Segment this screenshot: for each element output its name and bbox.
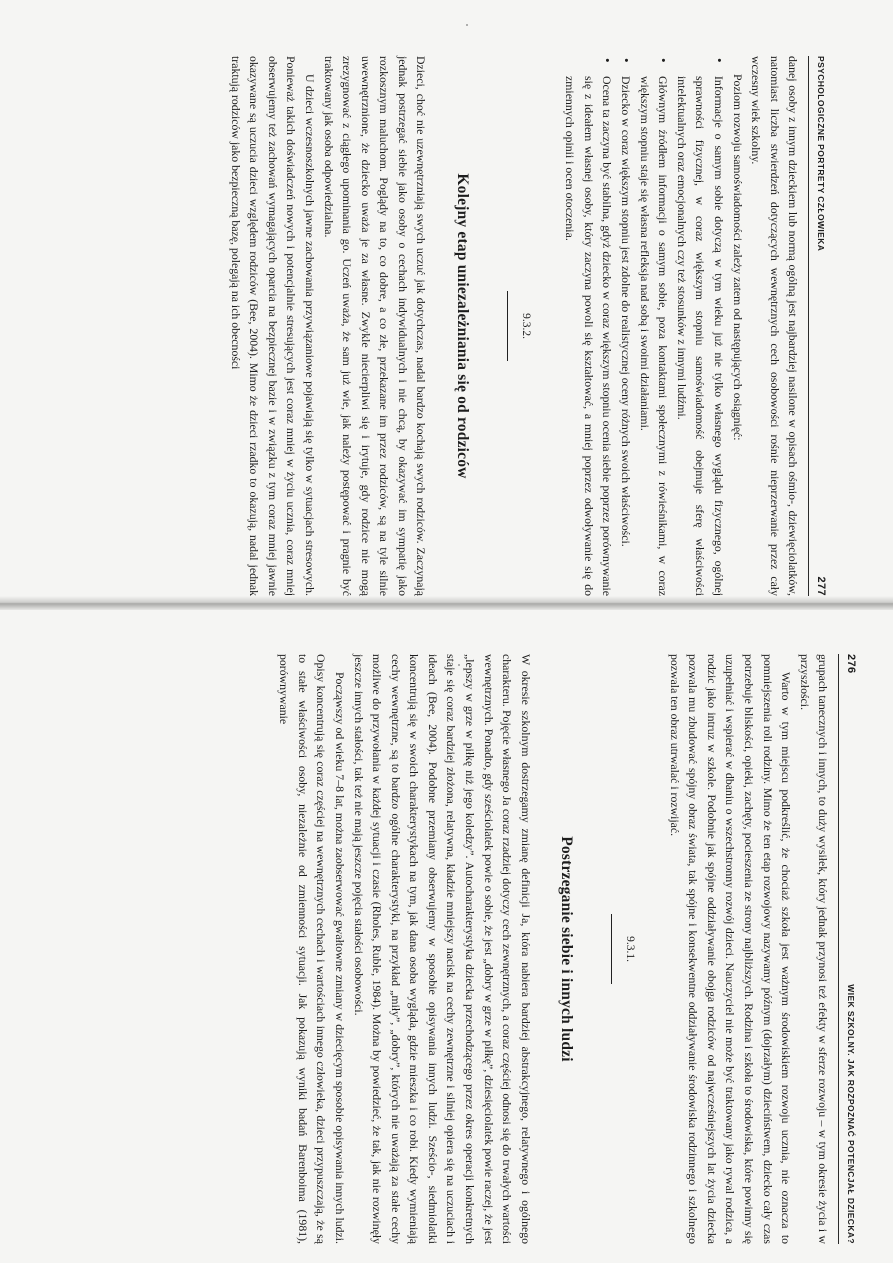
paragraph: danej osoby z innym dzieckiem lub normą ogólną jest najbardziej nasilone w opisach ośmio-, dziewięciolatków, natomiast liczba stwierdzeń dotyczących wewnętrznych cech osobowości rośnie nieprzerwanie przez cały wczesny wiek szkolny. [749,56,801,596]
page-277 [95,56,830,596]
paragraph: U dzieci wczesnoszkolnych jawne zachowania przywiązaniowe pojawiają się tylko w sytuacjach stresowych. Ponieważ takich doświadczeń nowych i potencjalnie stresujących jest coraz mniej w życiu ucznia, coraz mniej obserwujemy też zachowań wymagających oparcia na bezpiecznej bazie i w związku z tym coraz mniej jawnie okazywane są uczucia dzieci względem rodziców (Bee, 2004). Mimo że dzieci rzadko to okazują, nadal jednak traktują rodziców jako bezpieczną bazę, polegają na ich obecności [228,56,317,596]
running-head [808,56,830,596]
paragraph: grupach tanecznych i innych, to duży wysiłek, który jednak przynosi też efekty w sferze rozwoju – w tym okresie życia i w przyszłości. [797,654,831,1244]
running-head [838,654,860,1244]
list-item: • Dziecko w coraz większym stopniu jest zdolne do realistycznej oceny różnych swoich właściwości. [616,76,635,596]
section-number: 9.3.1. [624,936,637,962]
bullet-list [561,56,728,596]
paragraph: W okresie szkolnym dostrzegamy zmianę definicji Ja, która nabiera bardziej abstrakcyjnego, relatywnego i ogólnego charakteru. Pojęcie własnego Ja coraz rzadziej dotyczy cech zewnętrznych, a coraz częściej odnosi się do trwałych wartości wewnętrznych. Ponadto, gdy sześciolatek powie o sobie, że jest „dobry w grze w piłkę”, dziesięciolatek powie raczej, że jest „lepszy w grze w piłkę niż jego koledzy”. Autocharakterystyka dziecka przechodzącego przez okres operacji konkretnych staje się coraz bardziej złożona, relatywna, kładzie mniejszy nacisk na cechy zewnętrzne i silniej opiera się na uczuciach i ideach (Bee, 2004). Podobne przemiany obserwujemy w sposobie opisywania innych ludzi. Sześcio-, siedmiolatki koncentrują się w swoich charakterystykach na tym, jak dana osoba wygląda, gdzie mieszka i co robi. Kiedy wymieniają cechy wewnętrzne, są to bardzo ogólne charakterystyki, na przykład „miły”, „dobry”, których nie uważają za stałe cechy możliwe do przywołania w każdej sytuacji i czasie (Rholes, Ruble, 1984). Można by powiedzieć, że tak, jak nie rozwinęły jeszcze innych stałości, tak też nie mają jeszcze pojęcia stałości osobowości. [351,654,533,1244]
running-head-title: PSYCHOLOGICZNE PORTRETY CZŁOWIEKA [816,56,826,252]
paragraph: Warto w tym miejscu podkreślić, że chociaż szkoła jest ważnym środowiskiem rozwoju ucznia, nie oznacza to pomniejszenia roli rodziny. Mimo że ten etap rozwojowy nazywamy późnym (dojrzałym) dzieciństwem, dziecko cały czas potrzebuje bliskości, opieki, zachęty, pocieszenia ze strony najbliższych. Rodzina i szkoła to środowiska, które powinny się uzupełniać i wspierać w dbaniu o wszechstronny rozwój dzieci. Nauczyciel nie może być traktowany jako rywal rodzica, a rodzic jako intruz w szkole. Podobnie jak spójne oddziaływanie obojga rodziców od najwcześniejszych lat życia dziecka pozwala mu zbudować spójny obraz świata, tak spójne i konsekwentne oddziaływanie środowiska rodzinnego i szkolnego pozwala ten obraz utrwalać i rozwijać. [667,654,794,1244]
list-item: • Głównym źródłem informacji o samym sobie, poza kontaktami społecznymi z rówieśnikami, w coraz większym stopniu staje się własna refleksja nad sobą i swoimi działaniami. [635,76,672,596]
section-rule [611,914,612,984]
section-rule [507,291,508,361]
paragraph: Poziom rozwoju samoświadomości zależy zatem od następujących osiągnięć: [730,74,745,441]
page-number: 277 [815,576,827,596]
section-title: Kolejny etap uniezależniania się od rodziców [454,173,472,479]
paragraph: Dzieci, choć nie uzewnętrzniają swych uczuć jak dotychczas, nadal bardzo kochają swych rodziców. Zaczynają jednak postrzegać siebie jako osoby o cechach indywidualnych i nie chcą, by okazywać im sympatię jako rozkosznym maluchom. Poglądy na to, co dobre, a co złe, przekazane im przez rodziców, są na tyle silnie uwewnętrznione, że dziecko uważa je za własne. Zwykle niecierpliwi się i irytuje, gdy rodzice nie mogą zrezygnować z ciągłego upominania go. Uczeń uważa, że sam już wie, jak należy postępować i pragnie być traktowany jak osoba odpowiedzialna. [321,56,429,596]
list-item: • Informacje o samym sobie dotyczą w tym wieku już nie tylko własnego wyglądu fizycznego, ogólnej sprawności fizycznej, w coraz większym stopniu samoświadomość obejmuje sferę właściwości intelektualnych oraz emocjonalnych czy też stosunków z innymi ludźmi. [672,76,728,596]
section-number: 9.3.2. [519,313,532,339]
list-item: • Ocena ta zaczyna być stabilna, gdyż dziecko w coraz większym stopniu ocenia siebie poprzez porównywanie się z ideałem własnej osoby, który zaczyna powoli się kształtować, a mniej poprzez odwoływanie się do zmiennych opinii i ocen otoczenia. [561,76,617,596]
page-fold [0,596,893,610]
paragraph: Począwszy od wieku 7–8 lat, można zaobserwować gwałtowne zmiany w dziecięcym sposobie opisywania innych ludzi. Opisy koncentrują się coraz częściej na wewnętrznych cechach i wartościach innego człowieka, dzieci przypuszczają, że są to stałe właściwości osoby, niezależnie od zmienności sytuacji. Jak pokazują wyniki badań Barenboima (1981), porównywanie [277,654,347,1244]
running-head-title: WIEK SZKOLNY. JAK ROZPOZNAĆ POTENCJAŁ DZIECKA? [846,984,856,1244]
page-276 [110,654,860,1244]
section-title: Postrzeganie siebie i innych ludzi [558,836,576,1062]
scan-speck [466,24,468,26]
page-number: 276 [845,654,857,674]
